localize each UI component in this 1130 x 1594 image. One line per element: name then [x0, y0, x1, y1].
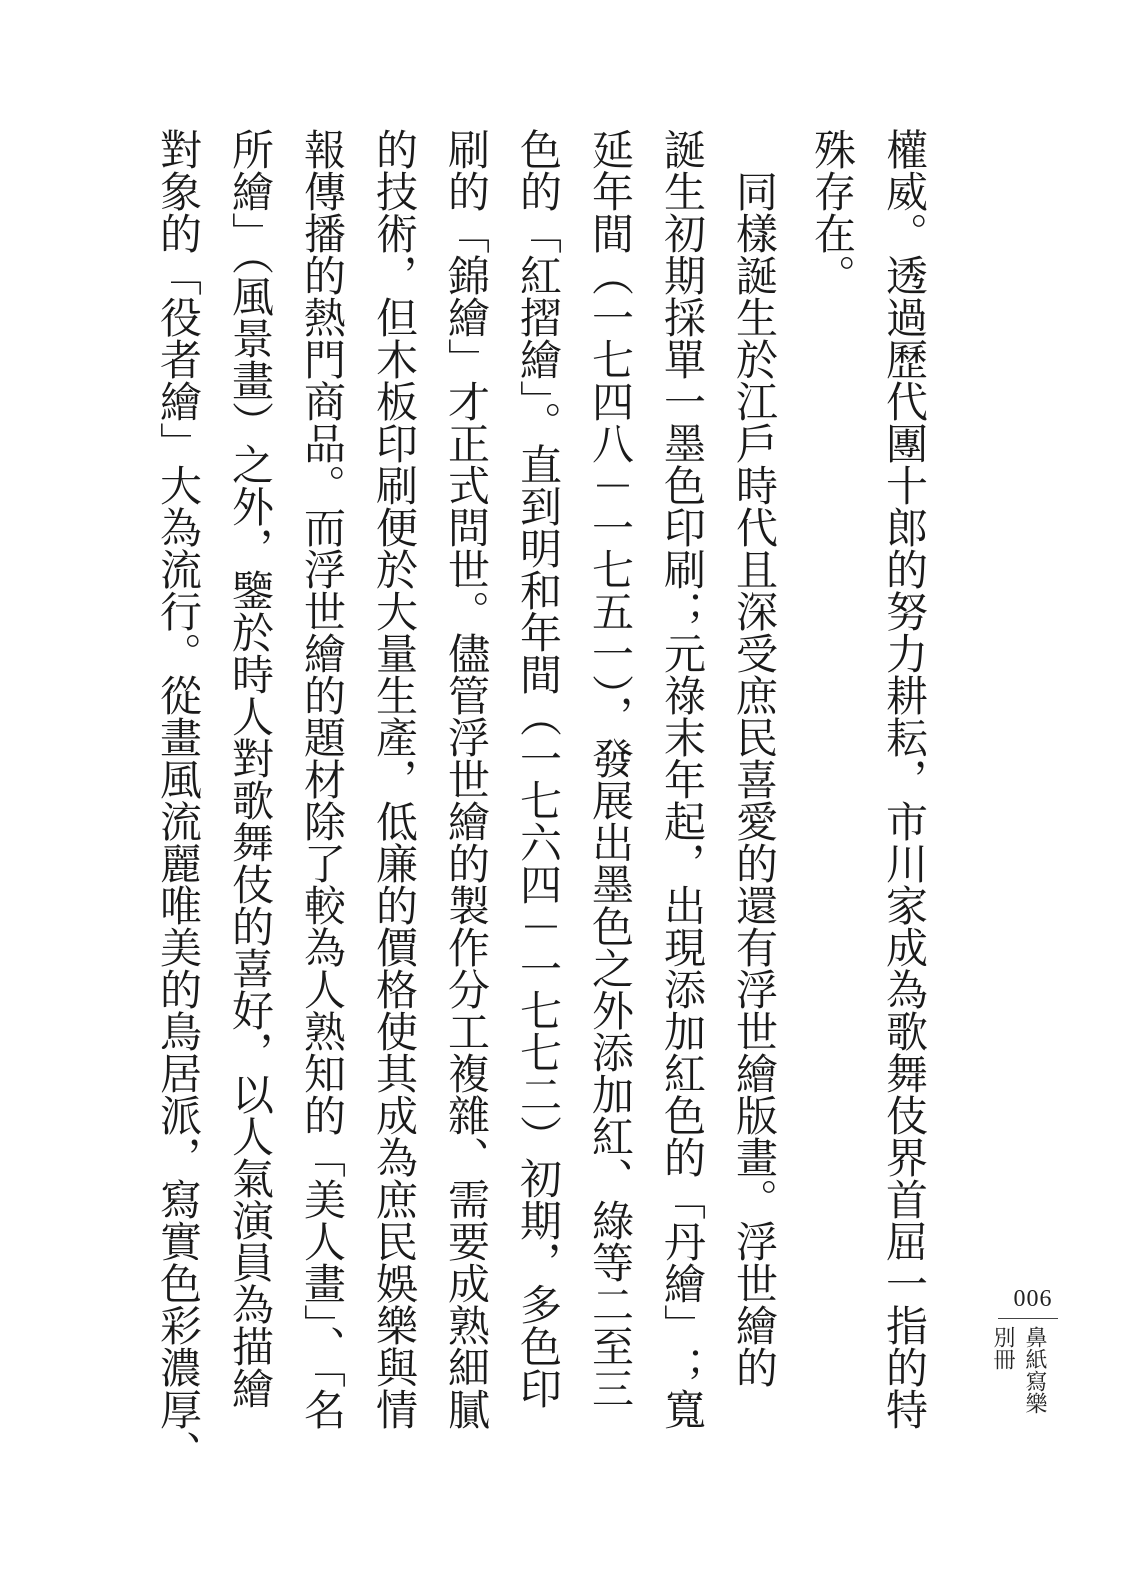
text-column: 所繪」（風景畫）之外，鑒於時人對歌舞伎的喜好，以人氣演員為描繪 [226, 128, 275, 1409]
body-text [142, 128, 940, 1472]
text-column: 色的「紅摺繪」。直到明和年間（一七六四－一七七二）初期，多色印 [514, 128, 563, 1409]
text-column: 延年間（一七四八－一七五一），發展出墨色之外添加紅、綠等二至三 [586, 128, 635, 1409]
running-subtitle: 別冊 [990, 1326, 1015, 1370]
page-number: 006 [1013, 1286, 1053, 1312]
text-column: 報傳播的熱門商品。而浮世繪的題材除了較為人熟知的「美人畫」、「名 [298, 128, 347, 1430]
text-column: 的技術，但木板印刷便於大量生產，低廉的價格使其成為庶民娛樂與情 [370, 128, 419, 1430]
footer-divider [998, 1318, 1058, 1319]
paragraph-break [790, 128, 796, 1468]
text-column: 同樣誕生於江戶時代且深受庶民喜愛的還有浮世繪版畫。浮世繪的 [730, 128, 779, 1388]
text-column: 誕生初期採單一墨色印刷；元祿末年起，出現添加紅色的「丹繪」；寬 [658, 128, 707, 1430]
text-column: 殊存在。 [808, 128, 857, 296]
text-column: 權威。透過歷代團十郎的努力耕耘，市川家成為歌舞伎界首屈一指的特 [880, 128, 929, 1430]
text-column: 對象的「役者繪」大為流行。從畫風流麗唯美的鳥居派，寫實色彩濃厚、 [154, 128, 203, 1472]
text-column: 刷的「錦繪」才正式問世。儘管浮世繪的製作分工複雜、需要成熟細膩 [442, 128, 491, 1430]
running-title: 鼻紙寫樂 [1022, 1326, 1047, 1414]
